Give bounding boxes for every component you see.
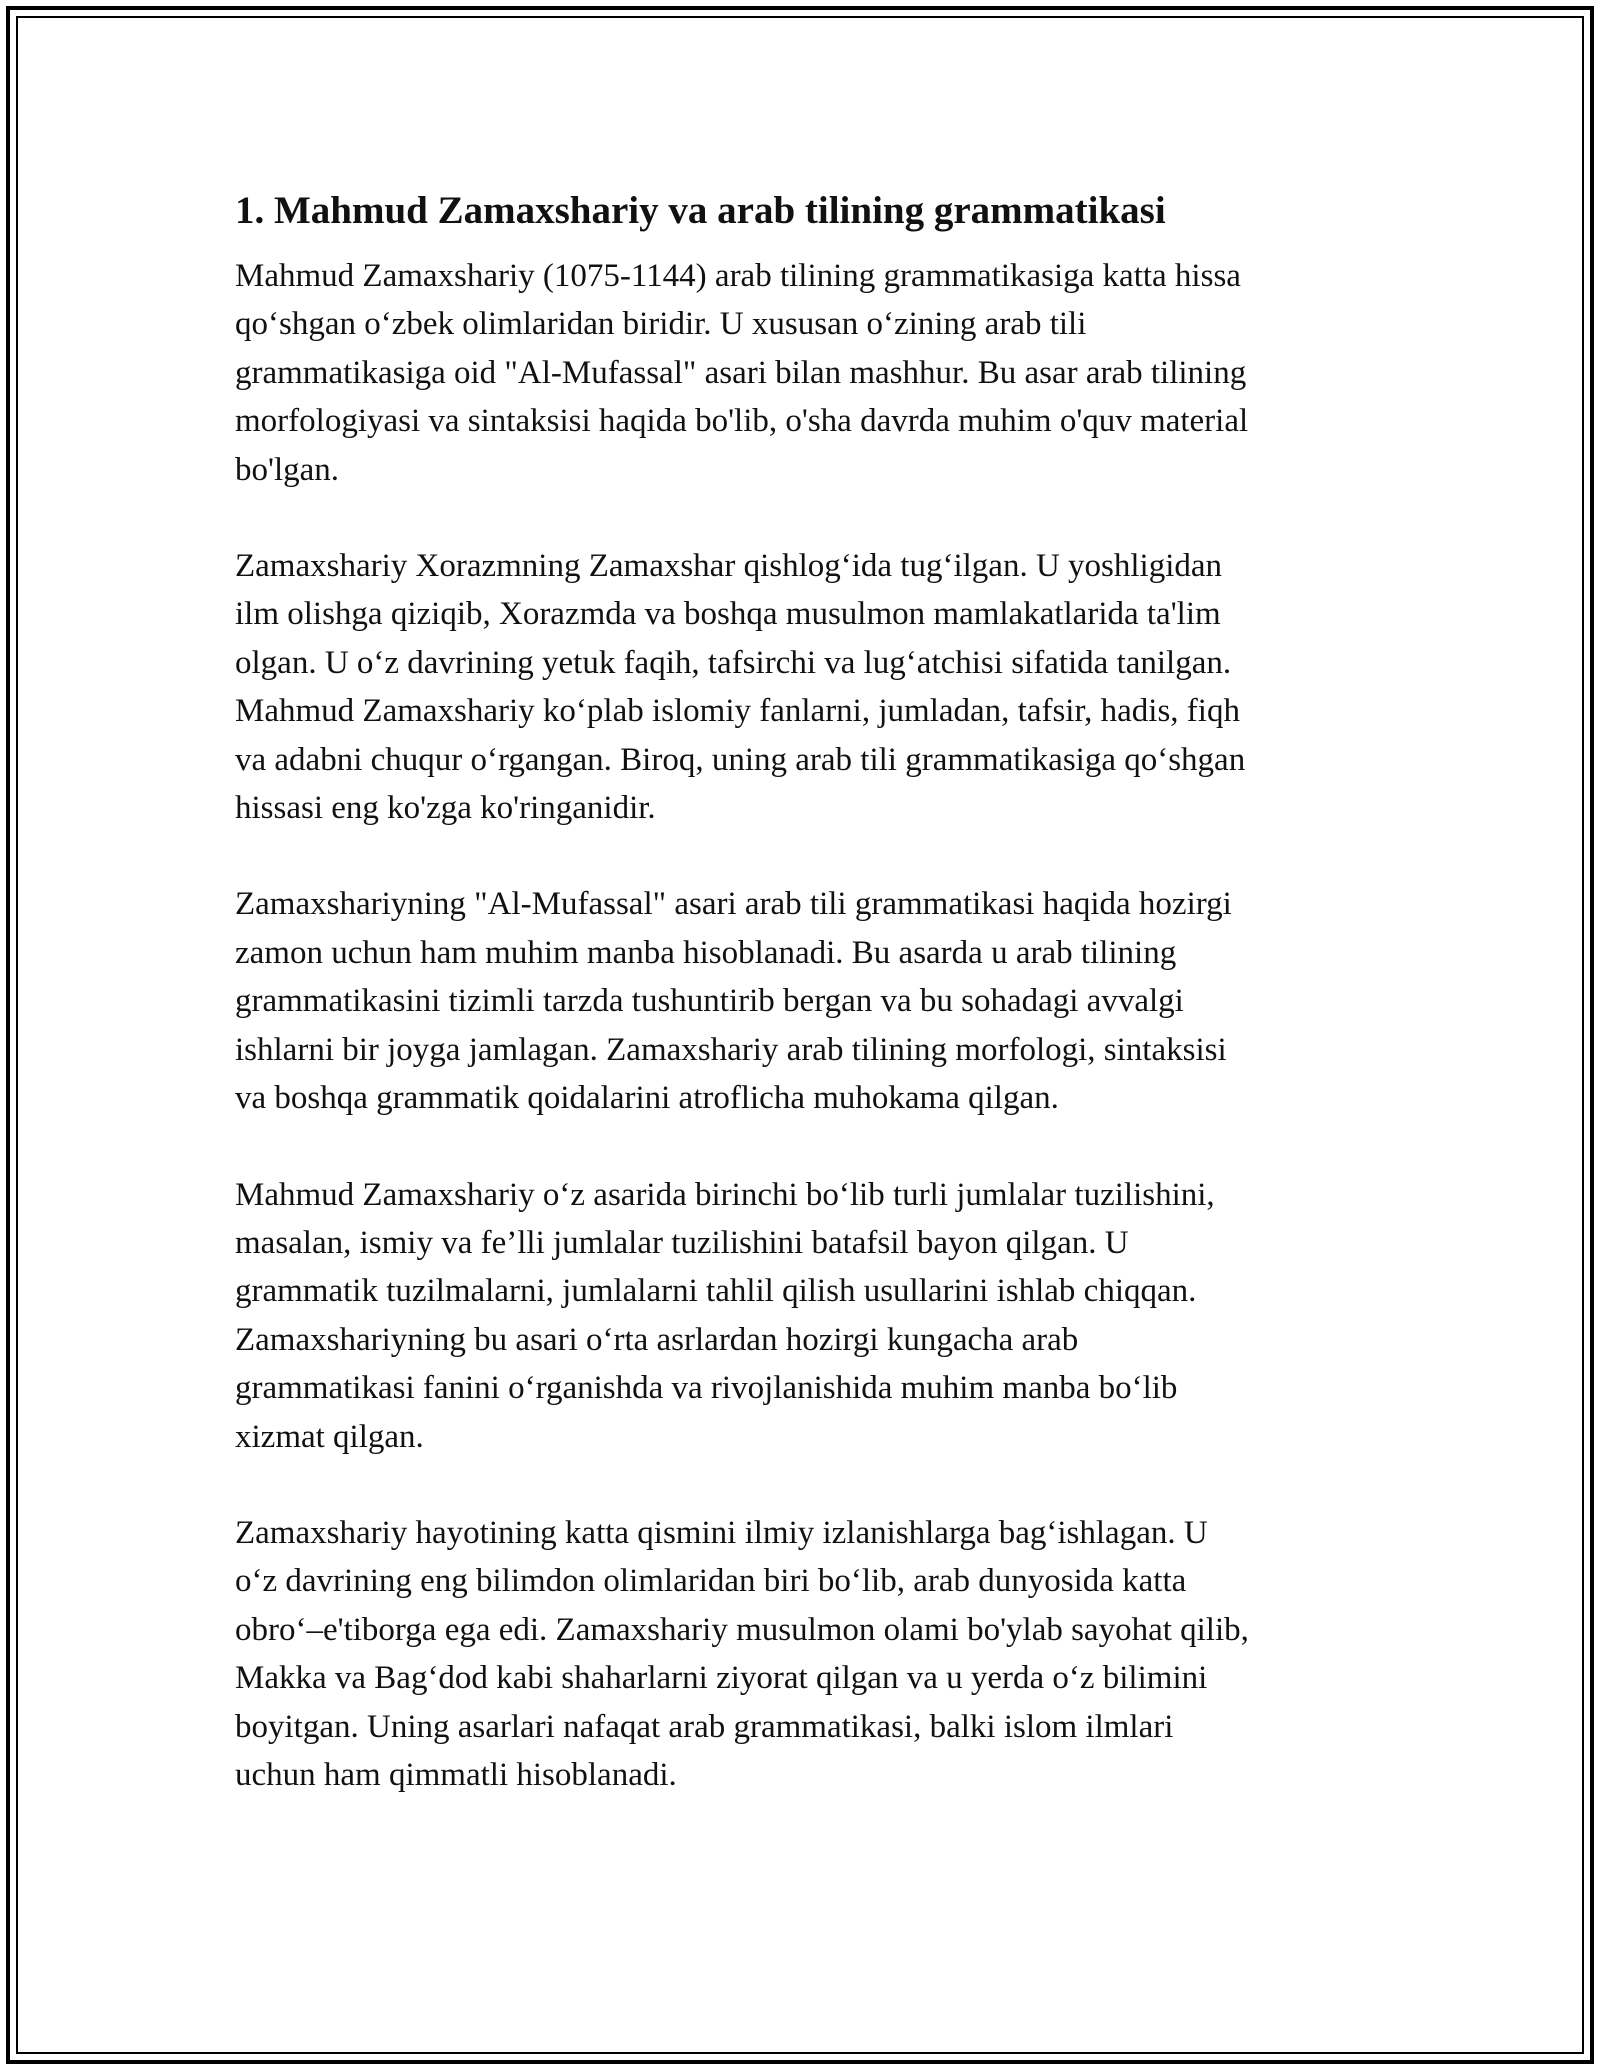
- section-heading: 1. Mahmud Zamaxshariy va arab tilining grammatikasi: [235, 189, 1166, 232]
- document-body: [235, 186, 1365, 1847]
- paragraph-4: Mahmud Zamaxshariy o‘z asarida birinchi bo‘lib turli jumlalar tuzilishini, masalan, ismiy va fe’lli jumlalar tuzilishini batafsil bayon qilgan. U grammatik tuzilmalarni, jumlalarni tahlil qilish usullarini ishlab chiqqan. Zamaxshariyning bu asari o‘rta asrlardan hozirgi kungacha arab grammatikasi fanini o‘rganishda va rivojlanishida muhim manba bo‘lib xizmat qilgan.: [235, 1176, 1215, 1455]
- paragraph-2: Zamaxshariy Xorazmning Zamaxshar qishlog‘ida tug‘ilgan. U yoshligidan ilm olishga qiziqib, Xorazmda va boshqa musulmon mamlakatlarida ta'lim olgan. U o‘z davrining yetuk faqih, tafsirchi va lug‘atchisi sifatida tanilgan. Mahmud Zamaxshariy ko‘plab islomiy fanlarni, jumladan, tafsir, hadis, fiqh va adabni chuqur o‘rgangan. Biroq, uning arab tili grammatikasiga qo‘shgan hissasi eng ko'zga ko'ringanidir.: [235, 548, 1246, 827]
- paragraph-5: Zamaxshariy hayotining katta qismini ilmiy izlanishlarga bag‘ishlagan. U o‘z davrining eng bilimdon olimlaridan biri bo‘lib, arab dunyosida katta obro‘–e'tiborga ega edi. Zamaxshariy musulmon olami bo'ylab sayohat qilib, Makka va Bag‘dod kabi shaharlarni ziyorat qilgan va u yerda o‘z bilimini boyitgan. Uning asarlari nafaqat arab grammatikasi, balki islom ilmlari uchun ham qimmatli hisoblanadi.: [235, 1514, 1249, 1793]
- paragraph-3: Zamaxshariyning "Al-Mufassal" asari arab tili grammatikasi haqida hozirgi zamon uchun ham muhim manba hisoblanadi. Bu asarda u arab tilining grammatikasini tizimli tarzda tushuntirib bergan va bu sohadagi avvalgi ishlarni bir joyga jamlagan. Zamaxshariy arab tilining morfologi, sintaksisi va boshqa grammatik qoidalarini atroflicha muhokama qilgan.: [235, 886, 1232, 1117]
- paragraph-1: Mahmud Zamaxshariy (1075-1144) arab tilining grammatikasiga katta hissa qo‘shgan o‘zbek olimlaridan biridir. U xususan o‘zining arab tili grammatikasiga oid "Al-Mufassal" asari bilan mashhur. Bu asar arab tilining morfologiyasi va sintaksisi haqida bo'lib, o'sha davrda muhim o'quv material bo'lgan.: [235, 258, 1249, 488]
